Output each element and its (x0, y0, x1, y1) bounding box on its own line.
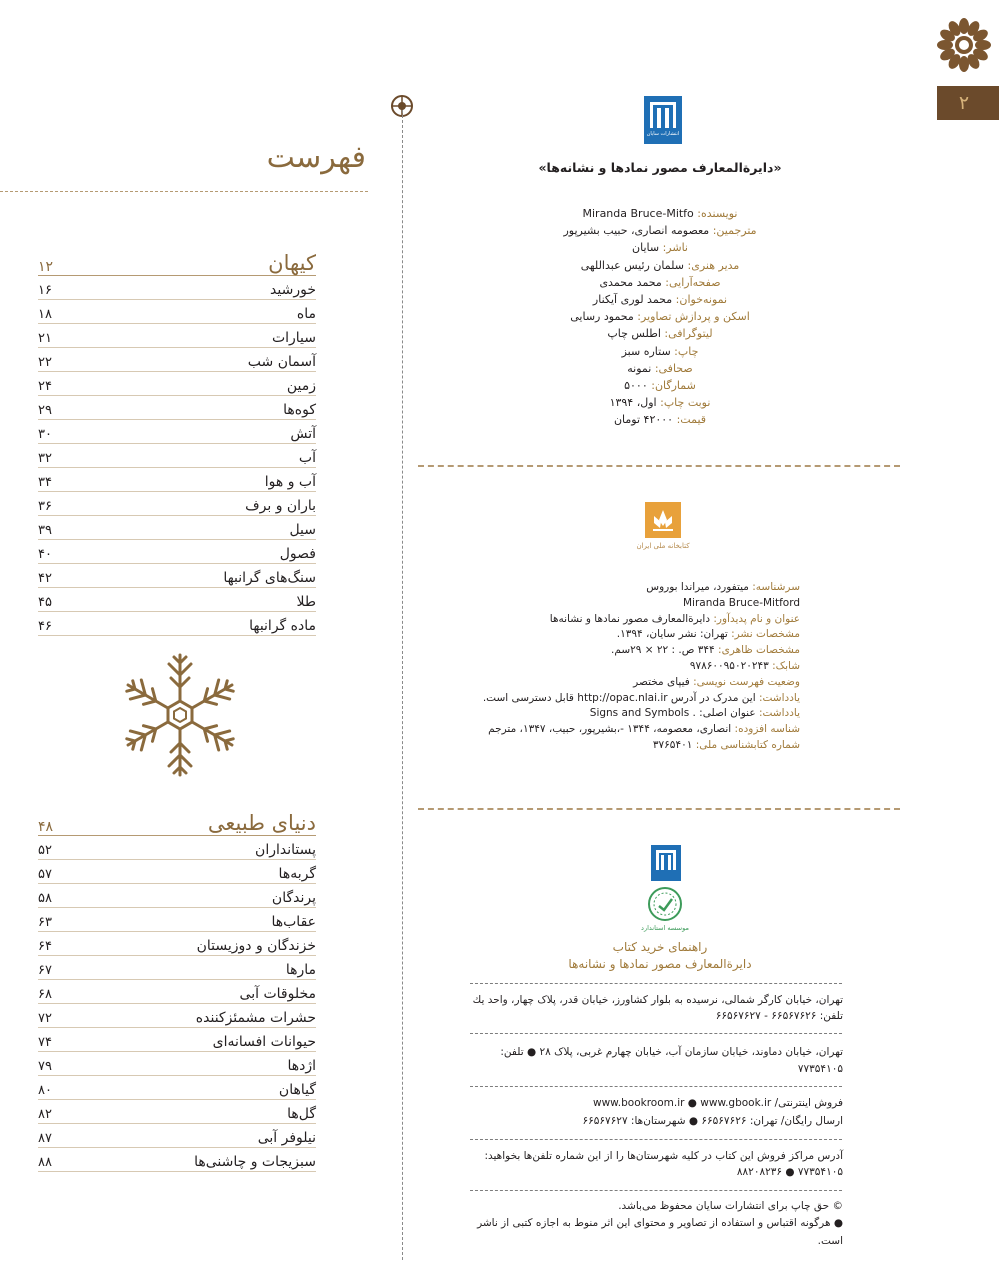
credits-value: نمونه (627, 361, 655, 375)
credits-block (420, 205, 900, 428)
toc-entry[interactable] (38, 348, 316, 372)
credits-line (420, 411, 900, 428)
cip-line (420, 643, 800, 659)
cip-value: انصاری، معصومه، ۱۳۴۴ -،بشیرپور، حبیب، ۱۳۴۷، مترجم (488, 723, 735, 736)
cip-value: ۳۷۶۵۴۰۱ (652, 738, 696, 751)
toc-entry-page: ۴۵ (38, 595, 52, 610)
toc-entry-page: ۴۲ (38, 571, 52, 586)
credits-line (420, 239, 900, 256)
credits-label: مدیر هنری: (687, 258, 740, 272)
toc-entry-page: ۸۷ (38, 1131, 52, 1146)
toc-entry-page: ۳۹ (38, 523, 52, 538)
toc-entry-title: کوه‌ها (283, 402, 316, 418)
cip-line (420, 580, 800, 596)
credits-label: قیمت: (676, 413, 707, 427)
toc-entry-title: سیارات (271, 330, 316, 346)
toc-entry-page: ۱۸ (38, 307, 52, 322)
address-office-phone: تلفن: ۶۶۵۶۷۶۲۶ - ۶۶۵۶۷۶۲۷ (715, 1010, 843, 1022)
toc-entry-title: اژدها (287, 1058, 316, 1074)
toc-entry[interactable] (38, 932, 316, 956)
toc-entry[interactable] (38, 1004, 316, 1028)
toc-entry-page: ۷۲ (38, 1011, 52, 1026)
toc-entry-page: ۳۲ (38, 451, 52, 466)
toc-entry[interactable] (38, 612, 316, 636)
toc-entry[interactable] (38, 396, 316, 420)
toc-entry-page: ۵۷ (38, 867, 52, 882)
toc-entry-page: ۸۰ (38, 1083, 52, 1098)
toc-entry-title: حیوانات افسانه‌ای (212, 1034, 316, 1050)
toc-entry-title: خورشید (270, 282, 316, 298)
credits-line (420, 205, 900, 222)
toc-entry[interactable] (38, 836, 316, 860)
publisher-logo-small (651, 845, 681, 881)
toc-entry[interactable] (38, 1148, 316, 1172)
cip-line (420, 596, 800, 612)
cip-line (420, 706, 800, 722)
credits-label: نمونه‌خوان: (675, 292, 728, 306)
lotus-icon (645, 502, 681, 538)
toc-entry[interactable] (38, 516, 316, 540)
credits-value: محمد محمدی (599, 275, 666, 289)
buying-guide-title: راهنمای خرید کتاب (612, 940, 708, 954)
toc-entry[interactable] (38, 444, 316, 468)
toc-entry-title: مخلوقات آبی (239, 986, 316, 1002)
toc-entry-title: مارها (285, 962, 316, 978)
section-divider-1 (418, 465, 900, 467)
toc-entry-page: ۶۴ (38, 939, 52, 954)
cip-line (420, 659, 800, 675)
toc-title-divider (0, 191, 368, 192)
credits-value: سایان (632, 241, 663, 255)
credits-value: محمد لوری آیکنار (592, 292, 676, 306)
toc-section-title: کیهان (268, 251, 316, 275)
cip-line (420, 627, 800, 643)
cip-value: این مدرک در آدرس http://opac.nlai.ir قابل دسترسی است. (482, 691, 759, 704)
cip-label: مشخصات نشر: (731, 628, 800, 641)
address-divider-3 (470, 1086, 842, 1087)
credits-line (420, 308, 900, 325)
toc-entry-title: فصول (279, 546, 316, 562)
toc-entry-title: خزندگان و دوزیستان (196, 938, 316, 954)
cip-value: فیپای مختصر (633, 675, 694, 688)
toc-entry-page: ۲۹ (38, 403, 52, 418)
toc-section-page: ۴۸ (38, 819, 54, 835)
toc-entry-title: پرندگان (271, 890, 316, 906)
credits-value: محمود رسایی (570, 310, 638, 324)
toc-entry-title: عقاب‌ها (271, 914, 316, 930)
toc-entry-title: نیلوفر آبی (257, 1130, 316, 1146)
toc-entry[interactable] (38, 588, 316, 612)
reuse-notice: ● هرگونه اقتباس و استفاده از تصاویر و محتوای این اثر منوط به اجازه کتبی از ناشر (477, 1217, 843, 1229)
toc-entry-page: ۷۹ (38, 1059, 52, 1074)
free-shipping: ارسال رایگان/ تهران: ۶۶۵۶۷۶۲۶ ● شهرستان‌ها: ۶۶۵۶۷۶۲۷ (582, 1115, 843, 1127)
cip-label: شماره کتابشناسی ملی: (695, 738, 800, 751)
credits-line (420, 377, 900, 394)
publisher-logo (644, 96, 682, 144)
credits-label: صفحه‌آرایی: (665, 275, 721, 289)
toc-entry-title: طلا (296, 594, 316, 610)
section-divider-2 (418, 808, 900, 810)
credits-value: ۵۰۰۰ (624, 378, 652, 392)
toc-entry-page: ۶۸ (38, 987, 52, 1002)
cip-line (420, 612, 800, 628)
toc-entry-page: ۶۳ (38, 915, 52, 930)
toc-entry[interactable] (38, 884, 316, 908)
certification-seal-icon (647, 886, 683, 922)
toc-entry[interactable] (38, 492, 316, 516)
toc-entry-page: ۵۲ (38, 843, 52, 858)
credits-value: معصومه انصاری، حبیب بشیرپور (563, 224, 713, 238)
toc-entry[interactable] (38, 1028, 316, 1052)
toc-section-page: ۱۲ (38, 259, 54, 275)
credits-label: ناشر: (662, 241, 688, 255)
toc-section-heading (38, 245, 316, 276)
cip-line (420, 675, 800, 691)
cip-label: وضعیت فهرست نویسی: (693, 675, 800, 688)
toc-entry[interactable] (38, 1052, 316, 1076)
toc-entry[interactable] (38, 372, 316, 396)
credits-line (420, 222, 900, 239)
toc-entry-title: گربه‌ها (278, 866, 316, 882)
toc-entry-title: گیاهان (278, 1082, 316, 1098)
toc-entry[interactable] (38, 980, 316, 1004)
cip-label: یادداشت: (758, 691, 800, 704)
toc-entry-title: زمین (286, 378, 316, 394)
toc-entry-page: ۸۲ (38, 1107, 52, 1122)
book-title: «دایرةالمعارف مصور نمادها و نشانه‌ها» (538, 160, 782, 175)
address-divider-2 (470, 1033, 842, 1034)
cip-label: مشخصات ظاهری: (718, 644, 800, 657)
cip-line (420, 722, 800, 738)
toc-entry[interactable] (38, 1076, 316, 1100)
toc-entry[interactable] (38, 1100, 316, 1124)
toc-entry-page: ۲۲ (38, 355, 52, 370)
cip-label: شناسه افزوده: (734, 723, 800, 736)
toc-entry[interactable] (38, 540, 316, 564)
cip-value: میتفورد، میراندا بوروس (646, 581, 753, 593)
buying-guide-subtitle: دایرةالمعارف مصور نمادها و نشانه‌ها (568, 957, 752, 971)
toc-entry[interactable] (38, 276, 316, 300)
toc-section-cosmos (38, 245, 316, 636)
copyright-notice: © حق چاپ برای انتشارات سایان محفوظ می‌باشد. (618, 1200, 843, 1212)
credits-label: مترجمین: (712, 224, 757, 238)
credits-value: اطلس چاپ (607, 327, 665, 341)
column-divider (402, 110, 403, 1260)
credits-line (420, 291, 900, 308)
toc-entry[interactable] (38, 468, 316, 492)
toc-entry-title: آب و هوا (264, 474, 316, 490)
cip-value: ۳۴۴ ص. : ۲۲ × ۲۹سم. (611, 644, 719, 657)
toc-entry[interactable] (38, 908, 316, 932)
toc-entry-page: ۴۶ (38, 619, 52, 634)
toc-entry[interactable] (38, 420, 316, 444)
credits-label: چاپ: (674, 344, 699, 358)
toc-entry-page: ۳۴ (38, 475, 52, 490)
address-office: تهران، خیابان کارگر شمالی، نرسیده به بلوار کشاورز، خیابان قدر، پلاک چهار، واحد یك (472, 994, 843, 1006)
toc-entry-page: ۳۰ (38, 427, 52, 442)
online-sales: فروش اینترنتی/ www.bookroom.ir ● www.gbook.ir (592, 1097, 843, 1109)
toc-entry-page: ۷۴ (38, 1035, 52, 1050)
credits-line (420, 257, 900, 274)
credits-value: ۴۲۰۰۰ تومان (613, 413, 677, 427)
credits-value: Miranda Bruce-Mitfo (582, 207, 698, 220)
credits-value: ستاره سبز (621, 344, 675, 358)
credits-value: سلمان رئیس عبداللهی (580, 258, 688, 272)
toc-section-heading (38, 805, 316, 836)
toc-entry[interactable] (38, 860, 316, 884)
toc-entry-page: ۳۶ (38, 499, 52, 514)
toc-entry[interactable] (38, 324, 316, 348)
toc-entry-page: ۱۶ (38, 283, 52, 298)
credits-label: صحافی: (654, 361, 693, 375)
toc-entry[interactable] (38, 1124, 316, 1148)
rosette-ornament-icon (937, 18, 991, 72)
toc-section-title: دنیای طبیعی (207, 811, 316, 835)
cip-value: ۹۷۸۶۰۰۹۵۰۲۰۲۴۳ (689, 659, 773, 672)
national-library-logo-text: کتابخانه ملی ایران (636, 542, 690, 550)
toc-entry[interactable] (38, 956, 316, 980)
cip-value: دایرةالمعارف مصور نمادها و نشانه‌ها (549, 612, 714, 625)
cip-value: عنوان اصلی: . Signs and Symbols (589, 707, 759, 720)
cip-label: شابک: (772, 659, 800, 672)
credits-value: اول، ۱۳۹۴ (609, 396, 661, 410)
toc-entry-title: باران و برف (245, 498, 316, 514)
toc-section-natural-world (38, 805, 316, 1172)
address-store: تهران، خیابان دماوند، خیابان سازمان آب، خیابان چهارم غربی، پلاک ۲۸ ● تلفن: (500, 1046, 843, 1058)
snowflake-ornament-icon (115, 650, 245, 780)
toc-entry-title: آب (298, 450, 316, 466)
toc-entry[interactable] (38, 300, 316, 324)
address-divider-5 (470, 1190, 842, 1191)
toc-entry-title: حشرات مشمئزکننده (195, 1010, 316, 1026)
cip-label: عنوان و نام پدیدآور: (713, 612, 800, 625)
toc-entry-title: سبزیجات و چاشنی‌ها (194, 1154, 316, 1170)
credits-label: نوبت چاپ: (660, 396, 711, 410)
cip-value: Miranda Bruce-Mitford (682, 596, 800, 609)
credits-line (420, 343, 900, 360)
toc-entry-page: ۲۱ (38, 331, 52, 346)
certification-logo-text: موسسه استاندارد (641, 924, 689, 932)
cip-line (420, 691, 800, 707)
credits-label: اسکن و پردازش تصاویر: (637, 310, 750, 324)
publisher-logo-text: انتشارات سایان (646, 131, 680, 137)
cip-label: سرشناسه: (752, 581, 800, 593)
cip-value: تهران: نشر سایان، ۱۳۹۴. (616, 628, 732, 641)
address-divider-1 (470, 983, 842, 984)
toc-entry-page: ۵۸ (38, 891, 52, 906)
cip-line (420, 738, 800, 754)
branches-phone: ۷۷۳۵۴۱۰۵ ● ۸۸۲۰۸۲۳۶ (736, 1166, 843, 1178)
toc-entry-title: ماه (296, 306, 316, 322)
branches-note: آدرس مراکز فروش این کتاب در کلیه شهرستان‌ها را از این شماره تلفن‌ها بخواهید: (484, 1150, 843, 1162)
credits-line (420, 394, 900, 411)
credits-line (420, 360, 900, 377)
toc-entry-title: آتش (290, 426, 316, 442)
toc-entry[interactable] (38, 564, 316, 588)
credits-line (420, 274, 900, 291)
credits-line (420, 325, 900, 342)
toc-entry-page: ۲۴ (38, 379, 52, 394)
address-store-phone: ۷۷۳۵۴۱۰۵ (797, 1063, 843, 1075)
page-number: ۲ (958, 92, 970, 114)
toc-title: فهرست (266, 140, 366, 175)
address-divider-4 (470, 1139, 842, 1140)
toc-entry-page: ۶۷ (38, 963, 52, 978)
toc-entry-title: ماده گرانبها (249, 618, 316, 634)
national-library-logo (645, 502, 681, 538)
toc-entry-title: گل‌ها (287, 1106, 316, 1122)
reuse-notice-end: است. (817, 1235, 843, 1247)
toc-entry-title: آسمان شب (247, 354, 316, 370)
toc-entry-page: ۸۸ (38, 1155, 52, 1170)
credits-label: لیتوگرافی: (664, 327, 713, 341)
cataloging-block (420, 580, 800, 754)
credits-label: نویسنده: (697, 207, 738, 220)
toc-entry-title: پستانداران (255, 842, 316, 858)
toc-entry-title: سنگ‌های گرانبها (223, 570, 316, 586)
credits-label: شمارگان: (651, 378, 696, 392)
toc-entry-title: سیل (289, 522, 316, 538)
cip-label: یادداشت: (758, 707, 800, 720)
toc-entry-page: ۴۰ (38, 547, 52, 562)
